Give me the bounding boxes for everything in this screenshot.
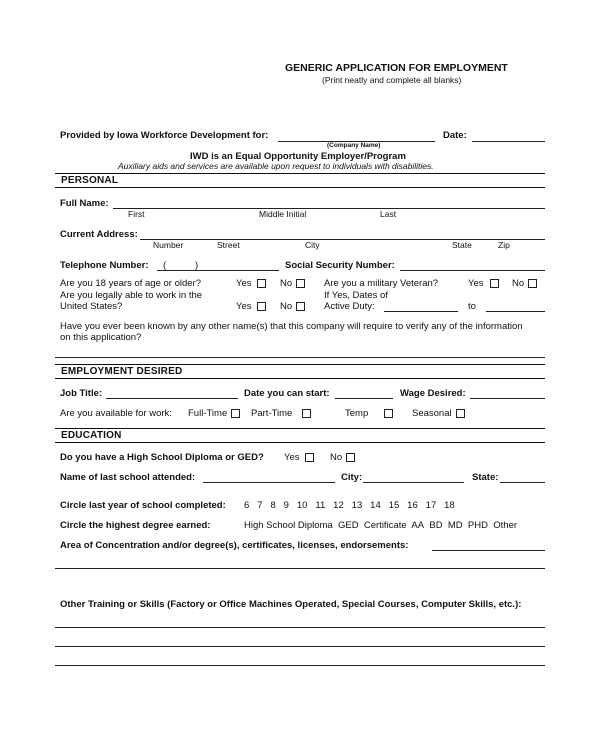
military-no-label: No (512, 278, 525, 289)
diploma-yes-label: Yes (284, 452, 300, 463)
education-header: EDUCATION (61, 430, 122, 441)
diploma-no-checkbox[interactable] (346, 453, 355, 462)
temp-checkbox[interactable] (384, 409, 393, 418)
wage-label: Wage Desired: (400, 388, 466, 399)
start-date-label: Date you can start: (244, 388, 330, 399)
section-rule (55, 173, 545, 174)
grade-option[interactable]: 17 (425, 500, 437, 511)
personal-header: PERSONAL (61, 175, 119, 186)
middle-caption: Middle Initial (259, 209, 307, 219)
grade-option[interactable]: 9 (283, 500, 289, 511)
grade-option[interactable]: 6 (244, 500, 250, 511)
diploma-question: Do you have a High School Diploma or GED? (60, 452, 264, 463)
temp-label: Temp (345, 408, 369, 419)
eeo-statement: IWD is an Equal Opportunity Employer/Program (190, 151, 406, 162)
degree-option[interactable]: Certificate (363, 520, 407, 531)
start-date-field[interactable] (335, 398, 393, 399)
work-question-line1: Are you legally able to work in the (60, 290, 203, 301)
diploma-no-label: No (330, 452, 343, 463)
grade-option[interactable]: 18 (444, 500, 455, 511)
grade-option[interactable]: 10 (296, 500, 308, 511)
other-training-field-3[interactable] (55, 665, 545, 666)
school-state-field[interactable] (500, 482, 545, 483)
concentration-field-2[interactable] (55, 568, 545, 569)
part-time-label: Part-Time (251, 408, 293, 419)
age-question: Are you 18 years of age or older? (60, 278, 202, 289)
grade-option[interactable]: 16 (407, 500, 418, 511)
ssn-field[interactable] (400, 270, 545, 271)
circle-degree-label: Circle the highest degree earned: (60, 520, 211, 531)
job-title-field[interactable] (106, 398, 238, 399)
work-no-checkbox[interactable] (296, 302, 305, 311)
degree-option[interactable]: High School Diploma (244, 520, 333, 531)
form-title: GENERIC APPLICATION FOR EMPLOYMENT (285, 62, 508, 74)
employment-header: EMPLOYMENT DESIRED (61, 366, 183, 377)
school-state-label: State: (472, 472, 499, 483)
last-caption: Last (380, 209, 397, 219)
military-question: Are you a military Veteran? (324, 278, 439, 289)
duty-to-label: to (468, 301, 476, 312)
date-field[interactable] (472, 141, 545, 142)
age-yes-checkbox[interactable] (257, 279, 266, 288)
duty-dates-line1: If Yes, Dates of (324, 290, 388, 301)
school-field[interactable] (203, 482, 335, 483)
age-no-label: No (280, 278, 293, 289)
phone-label: Telephone Number: (60, 260, 149, 271)
circle-year-label: Circle last year of school completed: (60, 500, 226, 511)
job-title-label: Job Title: (60, 388, 103, 399)
degree-option[interactable]: GED (338, 520, 359, 531)
section-rule (55, 364, 545, 365)
military-yes-label: Yes (468, 278, 484, 289)
section-rule (55, 378, 545, 379)
city-caption: City (305, 240, 320, 250)
seasonal-label: Seasonal (412, 408, 452, 419)
section-rule (55, 187, 545, 188)
full-time-checkbox[interactable] (231, 409, 240, 418)
degree-options (244, 520, 517, 531)
other-names-line1: Have you ever been known by any other name(s) that this company will require to verify any of the information (60, 321, 523, 332)
other-names-field[interactable] (55, 357, 545, 358)
number-caption: Number (153, 240, 184, 250)
street-caption: Street (217, 240, 240, 250)
wage-field[interactable] (470, 398, 545, 399)
work-yes-checkbox[interactable] (257, 302, 266, 311)
provider-label: Provided by Iowa Workforce Development for: (60, 130, 269, 141)
aux-statement: Auxiliary aids and services are available upon request to individuals with disabilities. (118, 161, 434, 171)
work-yes-label: Yes (236, 301, 252, 312)
availability-label: Are you available for work: (60, 408, 172, 419)
school-label: Name of last school attended: (60, 472, 196, 483)
degree-option[interactable]: MD (447, 520, 463, 531)
phone-paren-open: ( (163, 260, 167, 271)
part-time-checkbox[interactable] (302, 409, 311, 418)
grade-option[interactable]: 14 (370, 500, 381, 511)
other-training-label: Other Training or Skills (Factory or Office Machines Operated, Special Courses, Computer Skills, etc.): (60, 599, 522, 610)
school-city-label: City: (341, 472, 363, 483)
grade-option[interactable]: 12 (333, 500, 344, 511)
duty-end-field[interactable] (486, 311, 545, 312)
company-caption: (Company Name) (327, 142, 381, 149)
full-name-field[interactable] (113, 208, 545, 209)
grade-years (244, 500, 455, 511)
military-yes-checkbox[interactable] (490, 279, 499, 288)
concentration-label: Area of Concentration and/or degree(s), certificates, licenses, endorsements: (60, 540, 409, 551)
work-question-line2: United States? (60, 301, 123, 312)
degree-option[interactable]: AA (411, 520, 425, 531)
degree-option[interactable]: PHD (467, 520, 488, 531)
grade-option[interactable]: 7 (257, 500, 263, 511)
address-label: Current Address: (60, 229, 138, 240)
military-no-checkbox[interactable] (528, 279, 537, 288)
degree-option[interactable]: Other (493, 520, 518, 531)
first-caption: First (128, 209, 145, 219)
concentration-field[interactable] (432, 550, 545, 551)
age-yes-label: Yes (236, 278, 252, 289)
full-time-label: Full-Time (188, 408, 228, 419)
seasonal-checkbox[interactable] (456, 409, 465, 418)
grade-option[interactable]: 11 (315, 500, 326, 511)
address-field[interactable] (140, 239, 545, 240)
diploma-yes-checkbox[interactable] (305, 453, 314, 462)
form-subtitle: (Print neatly and complete all blanks) (322, 75, 462, 85)
grade-option[interactable]: 15 (388, 500, 400, 511)
grade-option[interactable]: 13 (351, 500, 363, 511)
other-names-line2: on this application? (60, 332, 142, 343)
work-no-label: No (280, 301, 293, 312)
date-label: Date: (443, 130, 467, 141)
phone-paren-close: ) (195, 260, 199, 271)
other-training-field-2[interactable] (55, 646, 545, 647)
grade-option[interactable]: 8 (270, 500, 276, 511)
duty-start-field[interactable] (384, 311, 458, 312)
duty-dates-line2: Active Duty: (324, 301, 375, 312)
school-city-field[interactable] (363, 482, 464, 483)
age-no-checkbox[interactable] (296, 279, 305, 288)
full-name-label: Full Name: (60, 198, 109, 209)
section-rule (55, 428, 545, 429)
section-rule (55, 442, 545, 443)
ssn-label: Social Security Number: (285, 260, 395, 271)
state-caption: State (452, 240, 472, 250)
phone-field[interactable] (157, 270, 279, 271)
degree-option[interactable]: BD (429, 520, 443, 531)
zip-caption: Zip (498, 240, 510, 250)
other-training-field-1[interactable] (55, 627, 545, 628)
